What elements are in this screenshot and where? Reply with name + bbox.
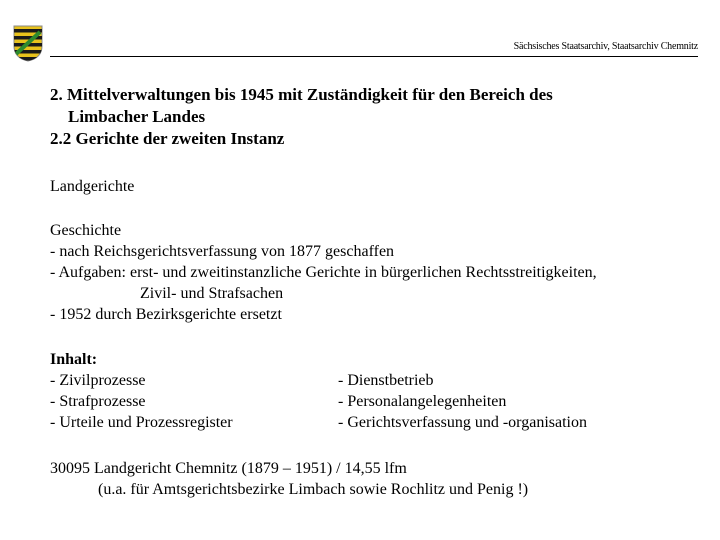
geschichte-item: - 1952 durch Bezirksgerichte ersetzt [50, 306, 282, 323]
inhalt-heading: Inhalt: [50, 351, 98, 368]
page-title [50, 84, 690, 150]
section-inhalt [50, 349, 690, 431]
title-line-3: 2.2 Gerichte der zweiten Instanz [50, 129, 285, 148]
inhalt-item: - Personalangelegenheiten [338, 393, 507, 410]
title-line-1: 2. Mittelverwaltungen bis 1945 mit Zuständigkeit für den Bereich des [50, 85, 553, 104]
section-heading-landgerichte: Landgerichte [50, 178, 135, 195]
geschichte-item: - Aufgaben: erst- und zweitinstanzliche Gerichte in bürgerlichen Rechtsstreitigkeiten, [50, 264, 597, 281]
geschichte-item: - nach Reichsgerichtsverfassung von 1877 geschaffen [50, 243, 395, 260]
inhalt-left-column [50, 370, 233, 433]
holdings-reference [50, 458, 710, 500]
inhalt-item: - Dienstbetrieb [338, 372, 434, 389]
inhalt-item: - Urteile und Prozessregister [50, 414, 233, 431]
geschichte-heading: Geschichte [50, 222, 122, 239]
inhalt-item: - Gerichtsverfassung und -organisation [338, 414, 587, 431]
title-line-2: Limbacher Landes [68, 107, 206, 126]
inhalt-item: - Zivilprozesse [50, 372, 146, 389]
saxony-coat-of-arms-icon [12, 24, 44, 62]
holdings-line-2: (u.a. für Amtsgerichtsbezirke Limbach sowie Rochlitz und Penig !) [98, 481, 529, 498]
archive-name: Sächsisches Staatsarchiv, Staatsarchiv Chemnitz [513, 41, 698, 52]
geschichte-item-continuation: Zivil- und Strafsachen [140, 285, 284, 302]
inhalt-right-column [338, 370, 587, 433]
inhalt-item: - Strafprozesse [50, 393, 146, 410]
holdings-line-1: 30095 Landgericht Chemnitz (1879 – 1951) / 14,55 lfm [50, 460, 407, 477]
header-divider [50, 56, 698, 57]
section-geschichte [50, 220, 710, 325]
